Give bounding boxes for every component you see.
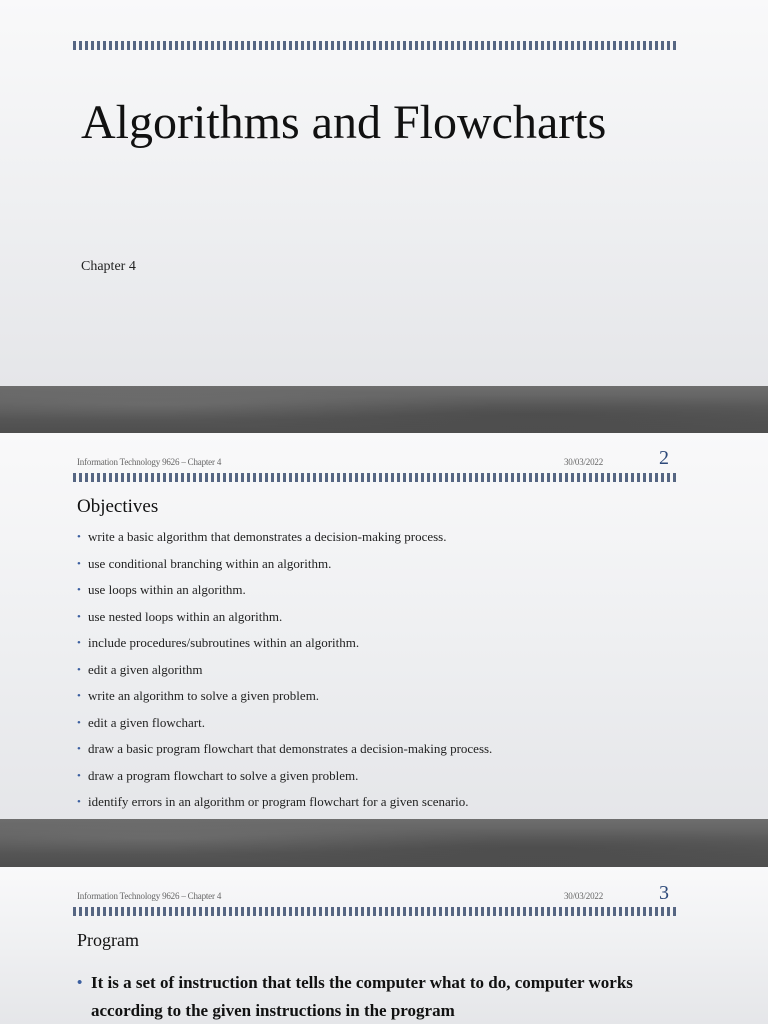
list-item: • include procedures/subroutines within an algorithm. (77, 630, 492, 657)
objectives-list (77, 524, 492, 816)
slide-floor-band (0, 819, 768, 867)
decorative-stripe (73, 907, 677, 916)
bullet-icon: • (77, 716, 81, 729)
bullet-icon: • (77, 610, 81, 623)
bullet-icon: • (77, 663, 81, 676)
list-item: • use conditional branching within an algorithm. (77, 551, 492, 578)
slide-heading: Objectives (77, 496, 159, 517)
slide-floor-band (0, 386, 768, 433)
slide-2 (0, 433, 768, 819)
list-item: • write an algorithm to solve a given problem. (77, 683, 492, 710)
slide-1 (0, 0, 768, 386)
decorative-stripe (73, 473, 677, 482)
bullet-icon: • (77, 584, 81, 596)
bullet-icon: • (77, 769, 81, 782)
list-item: • draw a basic program flowchart that demonstrates a decision-making process. (77, 736, 492, 763)
bullet-icon: • (77, 796, 81, 808)
slide-title: Algorithms and Flowcharts (81, 96, 607, 149)
slide-footer-date: 30/03/2022 (564, 457, 604, 467)
slide-page-number: 2 (659, 447, 669, 469)
slide-page-number: 3 (659, 882, 669, 904)
slide-subtitle: Chapter 4 (81, 259, 136, 274)
list-item: • edit a given algorithm (77, 657, 492, 684)
slide-footer-course: Information Technology 9626 – Chapter 4 (77, 457, 222, 467)
list-item: • use nested loops within an algorithm. (77, 604, 492, 631)
bullet-icon: • (77, 557, 81, 570)
slide-footer-course: Information Technology 9626 – Chapter 4 (77, 891, 222, 901)
slide-heading: Program (77, 930, 139, 950)
bullet-icon: • (77, 690, 81, 702)
bullet-icon: • (77, 975, 83, 991)
decorative-stripe (73, 41, 677, 50)
bullet-icon: • (77, 743, 81, 755)
bullet-icon: • (77, 531, 81, 543)
slide-3 (0, 867, 768, 1024)
list-item: • use loops within an algorithm. (77, 577, 492, 604)
bullet-icon: • (77, 637, 81, 649)
slide-footer-date: 30/03/2022 (564, 891, 604, 901)
list-item: • write a basic algorithm that demonstrates a decision-making process. (77, 524, 492, 551)
program-list (77, 969, 691, 1024)
list-item: • edit a given flowchart. (77, 710, 492, 737)
list-item: • draw a program flowchart to solve a given problem. (77, 763, 492, 790)
list-item: • identify errors in an algorithm or program flowchart for a given scenario. (77, 789, 492, 816)
list-item: • It is a set of instruction that tells the computer what to do, computer works according to the given instructions in the program (77, 969, 691, 1024)
